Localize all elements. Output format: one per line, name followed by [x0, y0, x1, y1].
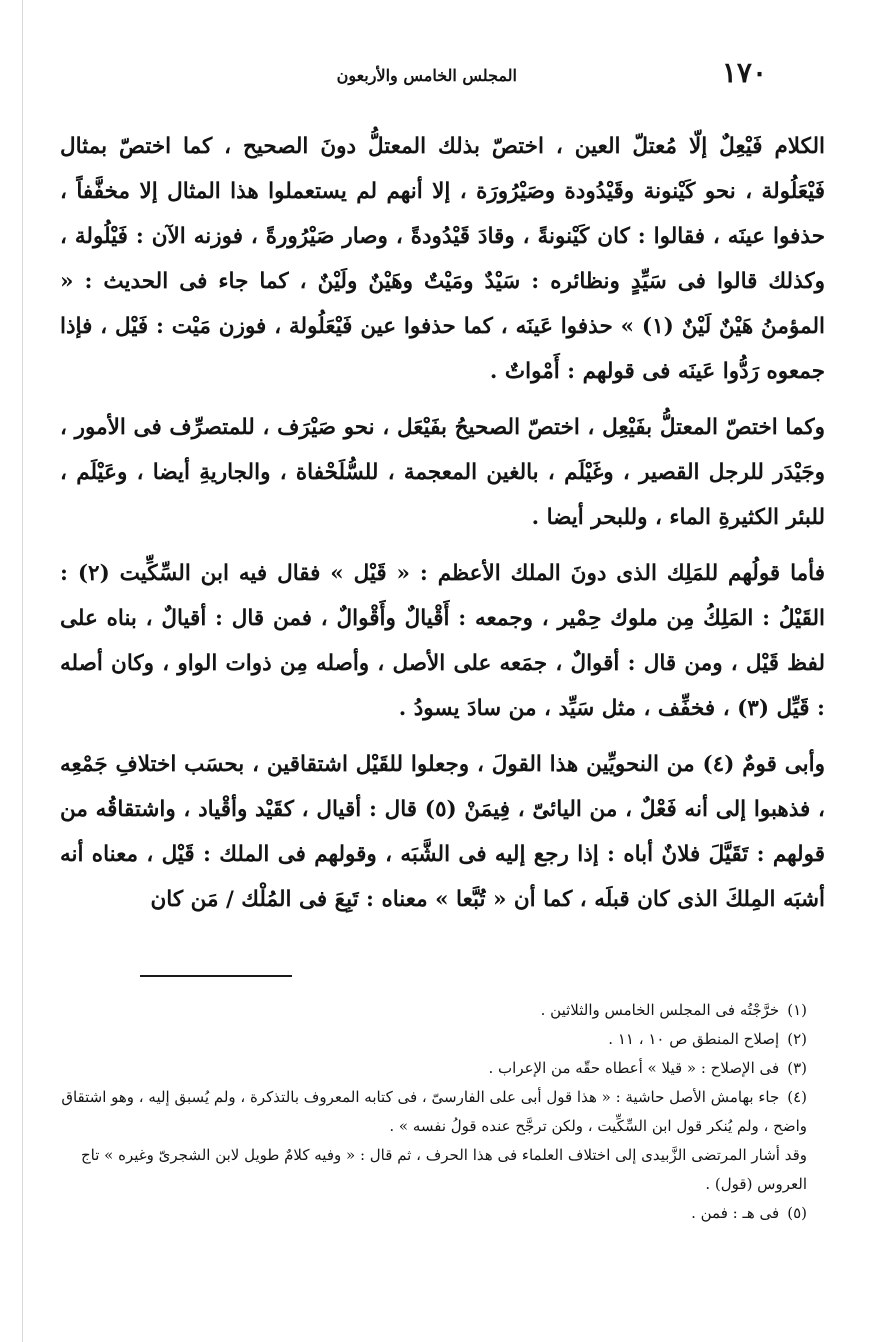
page-number: ١٧٠ — [721, 56, 767, 89]
footnote-text: خرَّجْتُه فى المجلس الخامس والثلاثين . — [540, 1001, 780, 1019]
footnote-text: فى هـ : فمن . — [691, 1204, 780, 1222]
footnote-separator — [140, 975, 292, 977]
page-edge-line — [22, 0, 23, 1342]
main-text — [60, 124, 825, 922]
paragraph: فأما قولُهم للمَلِك الذى دونَ الملك الأعظم : « قَيْل » فقال فيه ابن السِّكِّيت (٢) : القَيْلُ : المَلِكُ مِن ملوك حِمْير ، وجمعه : أَقْيالٌ وأَقْوالٌ ، فمن قال : أقيالٌ ، بناه على لفظ قَيْل ، ومن قال : أقوالٌ ، جمَعه على الأصل ، وأصله مِن ذوات الواو ، وكان أصله : قَيِّل (٣) ، فخفِّف ، مثل سَيِّد ، من سادَ يسودُ . — [60, 561, 825, 721]
footnote — [47, 1025, 807, 1054]
footnote-number: (٢) — [787, 1030, 807, 1048]
footnote-text: فى الإصلاح : « قيلا » أعطاه حقّه من الإعراب . — [488, 1059, 780, 1077]
footnote-number: (١) — [787, 1001, 807, 1019]
footnote — [47, 1083, 807, 1141]
paragraph: وكما اختصّ المعتلُّ بفَيْعِل ، اختصّ الصحيحُ بفَيْعَل ، نحو صَيْرَف ، للمتصرِّف فى الأمور ، وجَيْدَر للرجل القصير ، وغَيْلَم ، بالغين المعجمة ، للسُّلَحْفاة ، والجاريةِ أيضا ، وعَيْلَم ، للبئر الكثيرةِ الماء ، وللبحر أيضا . — [60, 415, 825, 530]
footnote-text: إصلاح المنطق ص ١٠ ، ١١ . — [608, 1030, 780, 1048]
footnote — [47, 1141, 807, 1199]
footnote-number: (٥) — [787, 1204, 807, 1222]
footnote-text: وقد أشار المرتضى الزَّبيدى إلى اختلاف العلماء فى هذا الحرف ، ثم قال : « وفيه كلامٌ طويل لابن الشجرىّ وغيره » تاج العروس (قول) . — [80, 1146, 807, 1193]
footnote — [47, 1199, 807, 1228]
footnote-number: (٤) — [787, 1088, 807, 1106]
footnotes — [47, 996, 807, 1228]
paragraph: الكلام فَيْعِلٌ إلّا مُعتلّ العين ، اختصّ بذلك المعتلُّ دونَ الصحيح ، كما اختصّ بمثال فَيْعَلُولة ، نحو كَيْنونة وقَيْدُودة وصَيْرُورَة ، إلا أنهم لم يستعملوا هذا المثال إلا مخفَّفاً ، حذفوا عينَه ، فقالوا : كان كَيْنونةً ، وقادَ قَيْدُودةً ، وصار صَيْرُورةً ، فوزنه الآن : فَيْلُولة ، وكذلك قالوا فى سَيِّدٍ ونظائره : سَيْدٌ ومَيْتٌ وهَيْنٌ ولَيْنٌ ، كما جاء فى الحديث : « المؤمنُ هَيْنٌ لَيْنٌ (١) » حذفوا عَينَه ، كما حذفوا عين فَيْعَلُولة ، فوزن مَيْت : فَيْل ، فإذا جمعوه رَدُّوا عَينَه فى قولهم : أَمْواتٌ . — [60, 134, 826, 384]
footnote-text: جاء بهامش الأصل حاشية : « هذا قول أبى على الفارسىّ ، فى كتابه المعروف بالتذكرة ، ولم يُسبق إليه ، وهو اشتقاق واضح ، ولم يُنكر قول ابن السِّكِّيت ، ولكن ترجَّح عنده قولُ نفسه » . — [61, 1088, 807, 1135]
paragraph: وأبى قومٌ (٤) من النحويِّين هذا القولَ ، وجعلوا للقَيْل اشتقاقين ، بحسَب اختلافِ جَمْعِه ، فذهبوا إلى أنه فَعْلٌ ، من اليائىّ ، فِيمَنْ (٥) قال : أقيال ، كقَيْد وأقْياد ، واشتقاقُه من قولهم : تَقَيَّلَ فلانٌ أباه : إذا رجع إليه فى الشَّبَه ، وقولهم فى الملك : قَيْل ، معناه أنه أشبَه المِلكَ الذى كان قبلَه ، كما أن « تُبَّعا » معناه : تَبِعَ فى المُلْك / مَن كان — [60, 752, 825, 912]
running-title: المجلس الخامس والأربعون — [336, 66, 517, 85]
footnote — [47, 1054, 807, 1083]
page-header — [60, 56, 767, 96]
footnote-number: (٣) — [787, 1059, 807, 1077]
footnote — [47, 996, 807, 1025]
